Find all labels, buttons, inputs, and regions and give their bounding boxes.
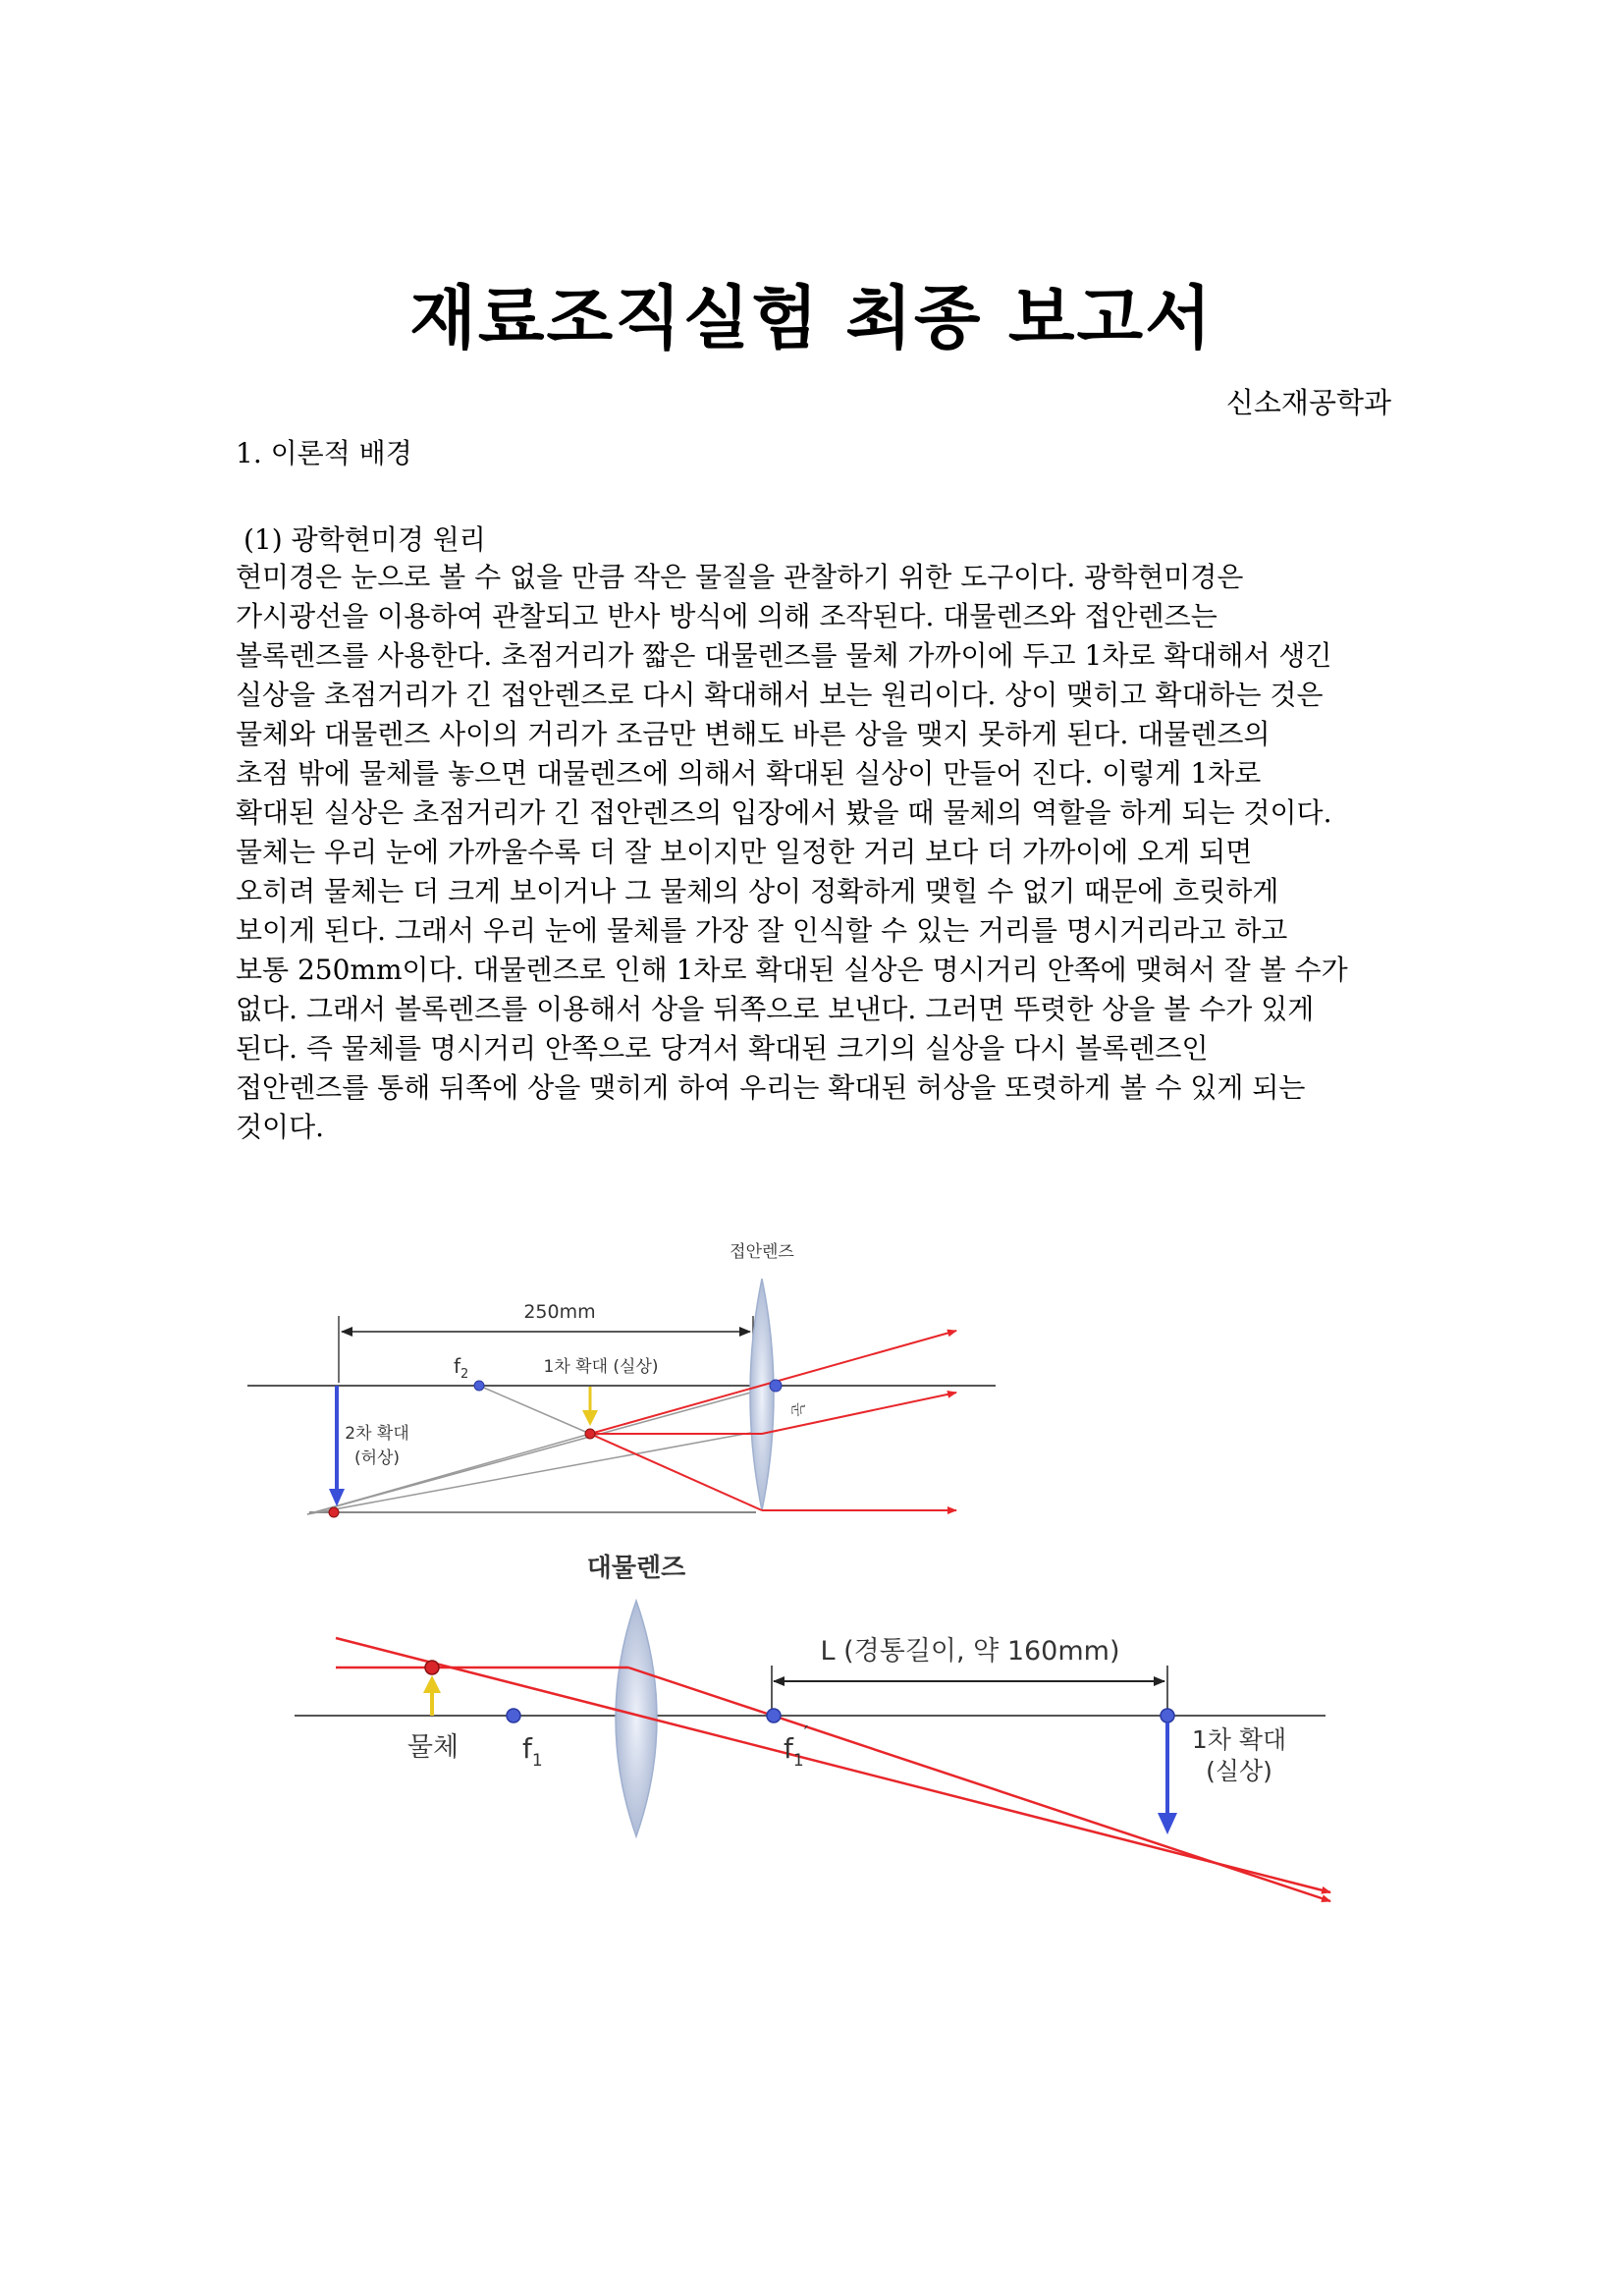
ray-red — [336, 1638, 1330, 1892]
body-line: 물체는 우리 눈에 가까울수록 더 잘 보이지만 일정한 거리 보다 더 가까이에 오게 되면 — [236, 836, 1253, 868]
object-point — [425, 1661, 439, 1674]
object-label: 물체 — [406, 1732, 460, 1763]
body-line: 현미경은 눈으로 볼 수 없을 만큼 작은 물질을 관찰하기 위한 도구이다. 광학현미경은 — [236, 561, 1244, 593]
image-point-top — [1161, 1709, 1174, 1722]
eye-point — [770, 1380, 782, 1392]
eyepiece-lens-label: 접안렌즈 — [730, 1242, 794, 1262]
focal-point-f2 — [474, 1381, 484, 1391]
image-sublabel: (실상) — [1206, 1757, 1272, 1785]
body-line: 것이다. — [236, 1111, 325, 1143]
construction-ray — [479, 1386, 590, 1434]
focal-point-f1-prime — [767, 1709, 781, 1722]
distance-label: 250mm — [523, 1301, 596, 1323]
first-image-point — [585, 1429, 595, 1439]
second-image-label: 2차 확대 — [345, 1424, 409, 1444]
body-line: 볼록렌즈를 사용한다. 초점거리가 짧은 대물렌즈를 물체 가까이에 두고 1차로 확대해서 생긴 — [236, 639, 1332, 672]
body-line: 없다. 그래서 볼록렌즈를 이용해서 상을 뒤쪽으로 보낸다. 그러면 뚜렷한 상을 볼 수가 있게 — [236, 993, 1315, 1025]
tube-length-label: L (경통길이, 약 160mm) — [820, 1636, 1120, 1667]
body-line: 확대된 실상은 초점거리가 긴 접안렌즈의 입장에서 봤을 때 물체의 역할을 하게 되는 것이다. — [236, 796, 1332, 829]
body-line: 된다. 즉 물체를 명시거리 안쪽으로 당겨서 확대된 크기의 실상을 다시 볼록렌즈인 — [236, 1032, 1209, 1065]
subsection-heading: (1) 광학현미경 원리 — [243, 523, 486, 556]
body-line: 보이게 된다. 그래서 우리 눈에 물체를 가장 잘 인식할 수 있는 거리를 명시거리라고 하고 — [236, 914, 1288, 947]
focal-point-f1 — [507, 1709, 520, 1722]
body-line: 오히려 물체는 더 크게 보이거나 그 물체의 상이 정확하게 맺힐 수 없기 때문에 흐릿하게 — [236, 875, 1279, 907]
body-line: 물체와 대물렌즈 사이의 거리가 조금만 변해도 바른 상을 맺지 못하게 된다. 대물렌즈의 — [236, 718, 1271, 750]
second-image-point — [329, 1507, 339, 1517]
body-line: 접안렌즈를 통해 뒤쪽에 상을 맺히게 하여 우리는 확대된 허상을 또렷하게 볼 수 있게 되는 — [236, 1071, 1306, 1104]
first-image-arrowhead — [582, 1410, 598, 1426]
focal-label-f1: $f_1$ — [522, 1732, 543, 1771]
focal-label-f2: $f_2$ — [454, 1354, 469, 1382]
construction-ray — [307, 1432, 756, 1514]
department-label: 신소재공학과 — [1225, 386, 1391, 419]
first-image-arrowhead — [1158, 1813, 1177, 1834]
ray-red — [590, 1434, 762, 1510]
body-line: 실상을 초점거리가 긴 접안렌즈로 다시 확대해서 보는 원리이다. 상이 맺히고 확대하는 것은 — [236, 679, 1324, 711]
first-image-label: 1차 확대 (실상) — [543, 1357, 659, 1377]
eyepiece-diagram — [247, 1241, 996, 1517]
body-line: 초점 밖에 물체를 놓으면 대물렌즈에 의해서 확대된 실상이 만들어 진다. 이렇게 1차로 — [236, 757, 1262, 790]
focal-label-f1-prime: $f_1'$ — [784, 1722, 809, 1771]
body-line: 가시광선을 이용하여 관찰되고 반사 방식에 의해 조작된다. 대물렌즈와 접안렌즈는 — [236, 600, 1217, 632]
objective-lens-label: 대물렌즈 — [586, 1554, 686, 1583]
image-label: 1차 확대 — [1191, 1725, 1287, 1754]
objective-diagram — [295, 1553, 1330, 1901]
section-heading: 1. 이론적 배경 — [236, 437, 412, 469]
second-image-sublabel: (허상) — [353, 1449, 401, 1468]
document-title: 재료조직실험 최종 보고서 — [409, 278, 1214, 358]
eye-label: 눈 — [789, 1402, 807, 1417]
eyepiece-lens — [750, 1279, 774, 1510]
object-arrowhead — [423, 1675, 441, 1693]
body-line: 보통 250mm이다. 대물렌즈로 인해 1차로 확대된 실상은 명시거리 안쪽에 맺혀서 잘 볼 수가 — [236, 954, 1348, 986]
